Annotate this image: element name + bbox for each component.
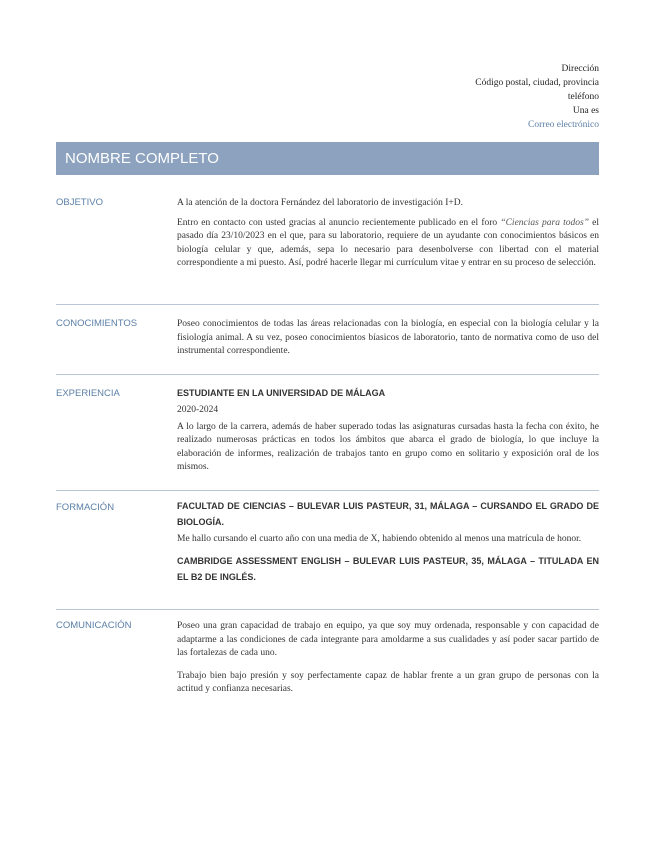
- contact-city: Código postal, ciudad, provincia: [475, 78, 599, 88]
- objective-line: A la atención de la doctora Fernández del laboratorio de investigación I+D.: [177, 198, 464, 208]
- education-title-1: FACULTAD DE CIENCIAS – BULEVAR LUIS PASTEUR, 31, MÁLAGA – CURSANDO EL GRADO DE BIOLOGÍA.: [177, 501, 599, 527]
- divider: [56, 304, 599, 305]
- skills-content: [177, 318, 599, 359]
- communication-text-1: Poseo una gran capacidad de trabajo en equipo, ya que soy muy ordenada, responsable y con capacidad de adaptarme a las condiciones de cada integrante para amoldarme a sus cualidades y así poder sacar partido de las fortalezas de cada uno.: [177, 621, 599, 658]
- objective-section: [56, 197, 599, 277]
- experience-content: [177, 385, 599, 475]
- education-section: [56, 498, 599, 588]
- experience-title: ESTUDIANTE EN LA UNIVERSIDAD DE MÁLAGA: [177, 388, 386, 398]
- divider: [56, 609, 599, 610]
- education-title-2: CAMBRIDGE ASSESSMENT ENGLISH – BULEVAR LUIS PASTEUR, 35, MÁLAGA – TITULADA EN EL B2 DE INGLÉS.: [177, 555, 599, 582]
- objective-label: OBJETIVO: [56, 197, 103, 208]
- contact-email[interactable]: Correo electrónico: [528, 120, 599, 130]
- skills-label: CONOCIMIENTOS: [56, 318, 138, 329]
- experience-text: A lo largo de la carrera, además de haber superado todas las asignaturas cursadas hasta la fecha con éxito, he realizado numerosas prácticas en todos los ámbitos que abarca el grado de biología, lo que incluye la elaboración de informes, realización de trabajos tanto en grupo como en solitario y exposición oral de los mismos.: [177, 421, 599, 472]
- contact-block: [475, 62, 599, 132]
- experience-label: EXPERIENCIA: [56, 388, 120, 399]
- education-content: [177, 498, 599, 585]
- skills-section: [56, 318, 599, 365]
- education-label: FORMACIÓN: [56, 502, 115, 513]
- contact-phone: teléfono: [567, 92, 599, 102]
- communication-content: [177, 620, 599, 697]
- education-text-1: Me hallo cursando el cuarto año con una media de X, habiendo obtenido al menos una matrícula de honor.: [177, 534, 582, 544]
- name-header: NOMBRE COMPLETO: [56, 142, 599, 175]
- experience-section: [56, 385, 599, 481]
- contact-web: Una es: [572, 106, 599, 116]
- objective-text-b: el pasado día 23/10/2023 en el que, para su laboratorio, requiere de un ayudante con conocimientos básicos en biología celular y que, además, sepa lo necesario para desenbolverse con libertad con el material correspondiente a mi puesto. Así, podré hacerle llegar mi currículum vitae y entrar en su proceso de selección.: [177, 217, 599, 268]
- divider: [56, 374, 599, 375]
- objective-paragraph: [177, 217, 599, 271]
- communication-label: COMUNICACIÓN: [56, 620, 132, 631]
- communication-text-2: Trabajo bien bajo presión y soy perfectamente capaz de hablar frente a un gran grupo de personas con la actitud y confianza necesarias.: [177, 670, 599, 694]
- experience-years: 2020-2024: [177, 405, 219, 415]
- skills-text: Poseo conocimientos de todas las áreas relacionadas con la biología, en especial con la biología celular y la fisiología animal. A su vez, poseo conocimientos bíasicos de laboratorio, tanto de normativa como de uso del instrumental correspondiente.: [177, 319, 599, 356]
- communication-section: [56, 620, 599, 703]
- objective-content: [177, 197, 599, 271]
- objective-text-a: Entro en contacto con usted gracias al anuncio recientemente publicado en el foro: [177, 217, 501, 228]
- contact-address: Dirección: [561, 64, 599, 74]
- divider: [56, 490, 599, 491]
- forum-name: “Ciencias para todos”: [500, 217, 589, 228]
